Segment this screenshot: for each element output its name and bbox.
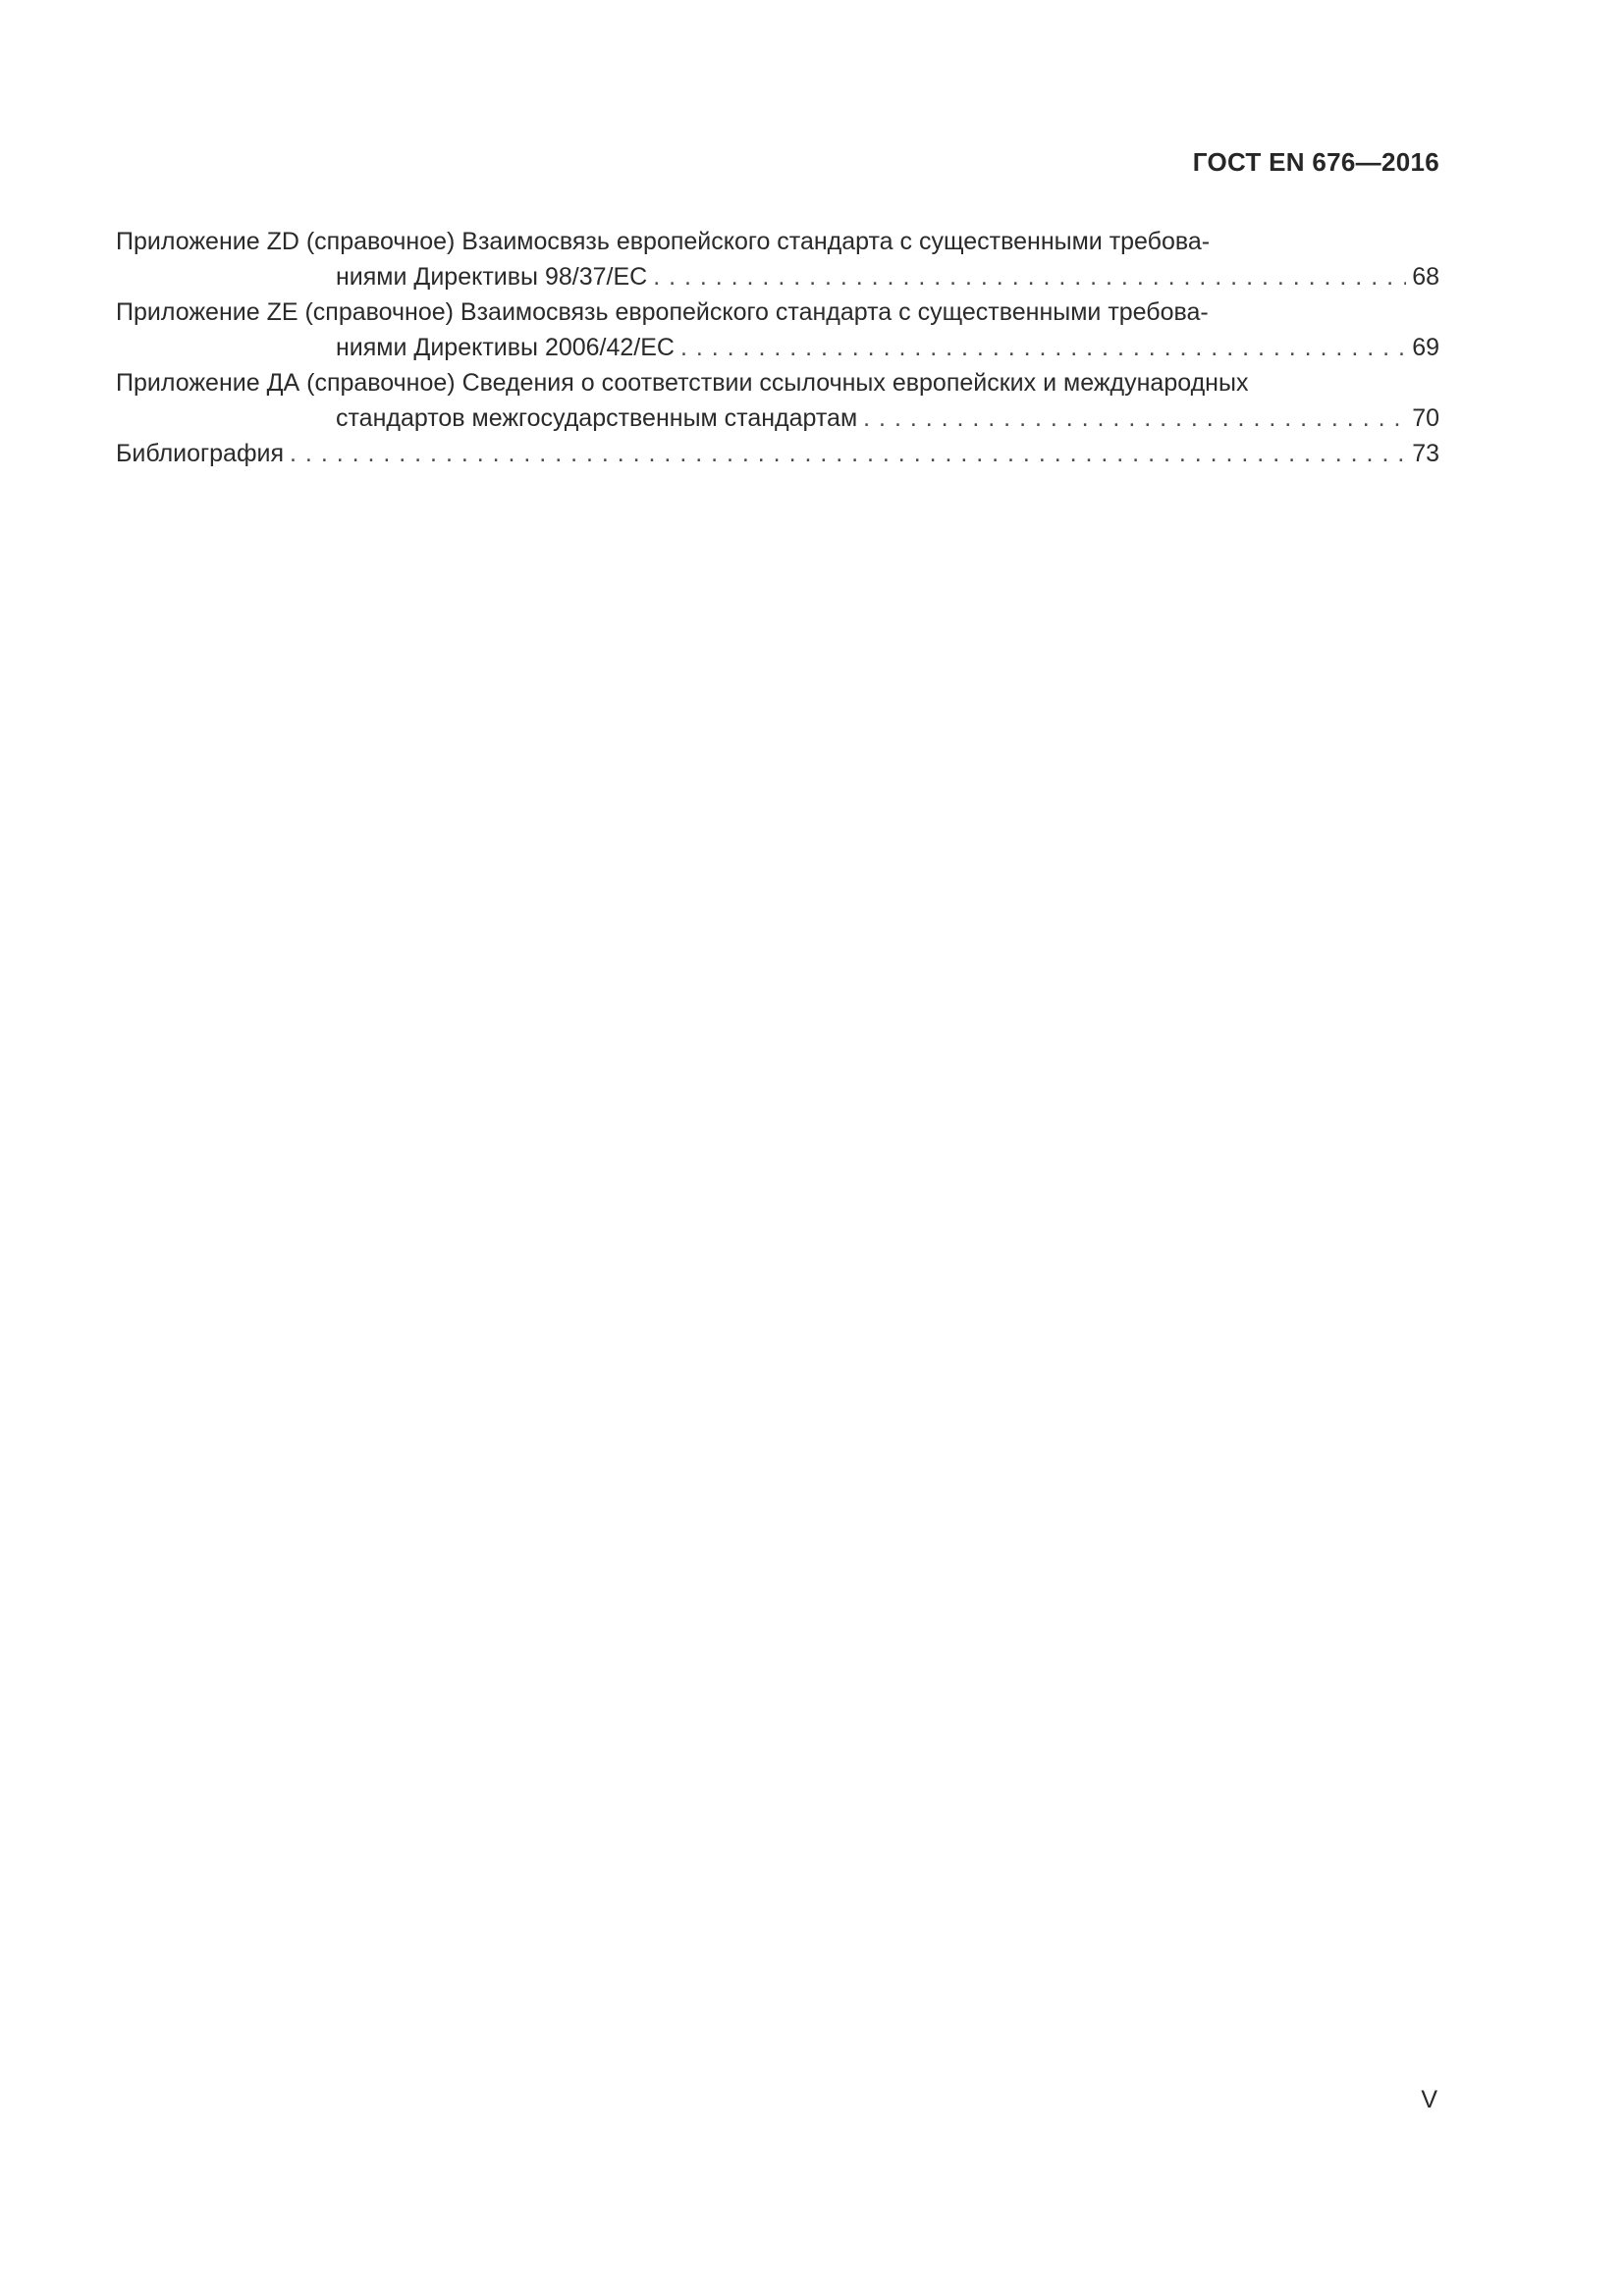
toc-entry-bibliography[interactable]: [116, 436, 1439, 471]
toc-entry-continuation-line: [116, 259, 1439, 294]
toc-entry-title-line: [116, 294, 1439, 330]
toc-entry-title-line: [116, 365, 1439, 400]
toc-entry-annex-da[interactable]: [116, 365, 1439, 436]
toc-entry-continuation-line: [116, 400, 1439, 436]
table-of-contents: [116, 224, 1439, 471]
toc-entry-title: Приложение ZE (справочное) Взаимосвязь европейского стандарта с существенными требова-: [116, 298, 1209, 326]
page-folio: V: [1421, 2086, 1437, 2113]
toc-entry-title: Библиография: [116, 440, 285, 467]
toc-entry-title: Приложение ZD (справочное) Взаимосвязь европейского стандарта с существенными требова-: [116, 228, 1211, 255]
toc-page-number: 69: [1412, 334, 1439, 361]
toc-page-number: 70: [1412, 404, 1439, 432]
toc-entry-title-continuation: стандартов межгосударственным стандартам: [336, 404, 858, 432]
dot-leader: [680, 330, 1406, 365]
dot-leader: [863, 400, 1406, 436]
toc-entry-title-continuation: ниями Директивы 2006/42/EC: [336, 334, 675, 361]
toc-entry-title-continuation: ниями Директивы 98/37/EC: [336, 263, 648, 291]
toc-entry-title: Приложение ДА (справочное) Сведения о соответствии ссылочных европейских и международных: [116, 369, 1249, 397]
toc-entry-continuation-line: [116, 330, 1439, 365]
toc-page-number: 73: [1412, 440, 1439, 467]
toc-entry-title-line: [116, 224, 1439, 259]
dot-leader: [290, 436, 1406, 471]
toc-entry-annex-ze[interactable]: [116, 294, 1439, 365]
toc-entry-title-line: [116, 436, 1439, 471]
document-number-header: ГОСТ EN 676—2016: [1192, 147, 1439, 177]
dot-leader: [653, 259, 1406, 294]
toc-page-number: 68: [1412, 263, 1439, 291]
toc-entry-annex-zd[interactable]: [116, 224, 1439, 294]
